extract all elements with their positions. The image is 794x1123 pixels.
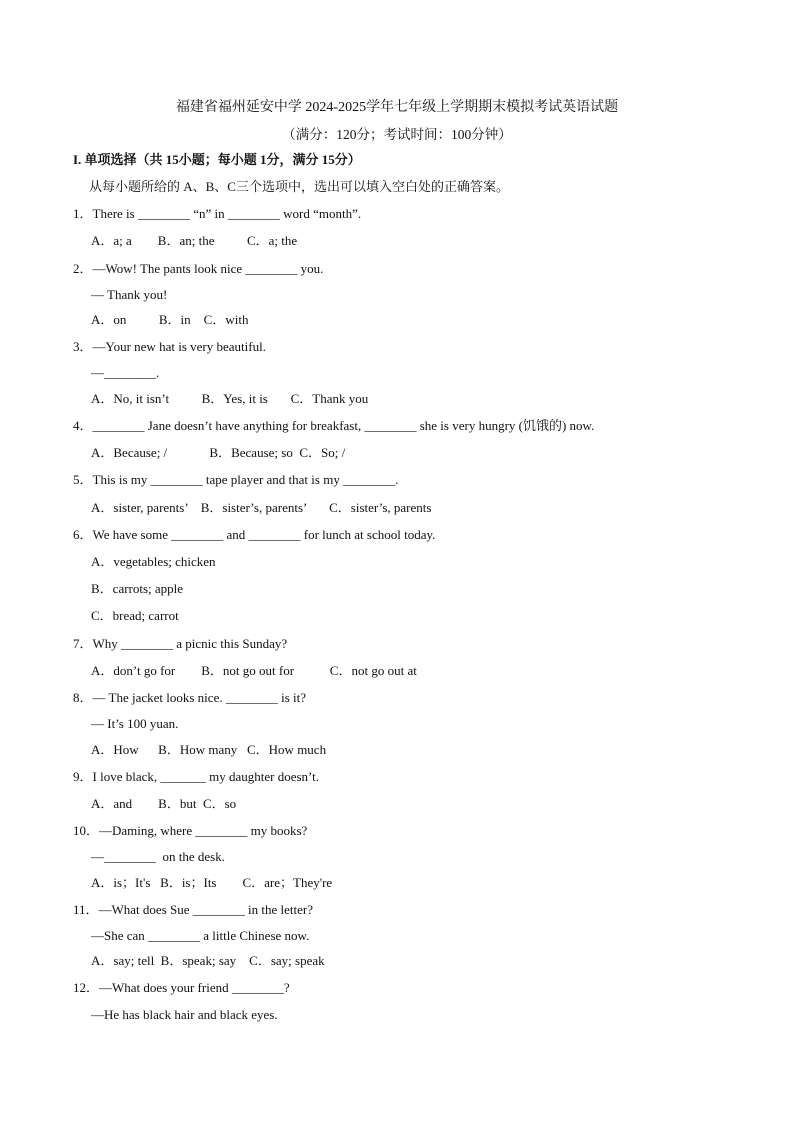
question-3-options: A．No, it isn’t B．Yes, it is C．Thank you — [91, 391, 369, 406]
question-8-options: A．How B．How many C．How much — [91, 742, 327, 757]
question-4-options: A．Because; / B．Because; so C．So; / — [91, 445, 346, 460]
question-5-options: A．sister, parents’ B．sister’s, parents’ C．sister’s, parents — [91, 500, 432, 515]
question-12-stem: 12．—What does your friend ________? — [73, 980, 290, 995]
question-7-options: A．don’t go for B．not go out for C．not go out at — [91, 663, 417, 678]
question-9-options: A．and B．but C．so — [91, 796, 237, 811]
page-title: 福建省福州延安中学 2024-2025学年七年级上学期期末模拟考试英语试题 — [175, 100, 619, 115]
question-11-reply: —She can ________ a little Chinese now. — [91, 928, 310, 943]
question-7-stem: 7．Why ________ a picnic this Sunday? — [73, 636, 288, 651]
question-6-stem: 6．We have some ________ and ________ for lunch at school today. — [73, 527, 436, 542]
question-10-reply: —________ on the desk. — [91, 849, 225, 864]
question-4-stem: 4．________ Jane doesn’t have anything for breakfast, ________ she is very hungry (饥饿的) now. — [73, 418, 595, 433]
question-8-stem: 8．— The jacket looks nice. ________ is it? — [73, 690, 306, 705]
page-subtitle: （满分：120分；考试时间：100分钟） — [282, 127, 512, 142]
question-11-stem: 11．—What does Sue ________ in the letter? — [73, 902, 313, 917]
question-3-stem: 3．—Your new hat is very beautiful. — [73, 339, 266, 354]
question-10-stem: 10．—Daming, where ________ my books? — [73, 823, 308, 838]
question-3-reply: —________. — [91, 365, 160, 380]
question-6-option-a: A．vegetables; chicken — [91, 554, 216, 569]
question-6-option-c: C．bread; carrot — [91, 608, 179, 623]
question-5-stem: 5．This is my ________ tape player and that is my ________. — [73, 472, 399, 487]
question-9-stem: 9．I love black, _______ my daughter doesn’t. — [73, 769, 319, 784]
question-11-options: A．say; tell B．speak; say C．say; speak — [91, 953, 325, 968]
question-2-reply: — Thank you! — [91, 287, 168, 302]
question-10-options: A．is；It's B．is；Its C．are；They're — [91, 875, 333, 890]
question-12-reply: —He has black hair and black eyes. — [91, 1007, 278, 1022]
question-2-stem: 2．—Wow! The pants look nice ________ you. — [73, 261, 324, 276]
question-1-options: A．a; a B．an; the C．a; the — [91, 233, 298, 248]
question-6-option-b: B．carrots; apple — [91, 581, 184, 596]
section-heading: I. 单项选择（共 15小题；每小题 1分，满分 15分） — [73, 152, 361, 167]
section-instruction: 从每小题所给的 A、B、C三个选项中，选出可以填入空白处的正确答案。 — [89, 179, 509, 194]
question-2-options: A．on B．in C．with — [91, 312, 249, 327]
question-8-reply: — It’s 100 yuan. — [91, 716, 179, 731]
question-1-stem: 1．There is ________ “n” in ________ word “month”. — [73, 206, 362, 221]
